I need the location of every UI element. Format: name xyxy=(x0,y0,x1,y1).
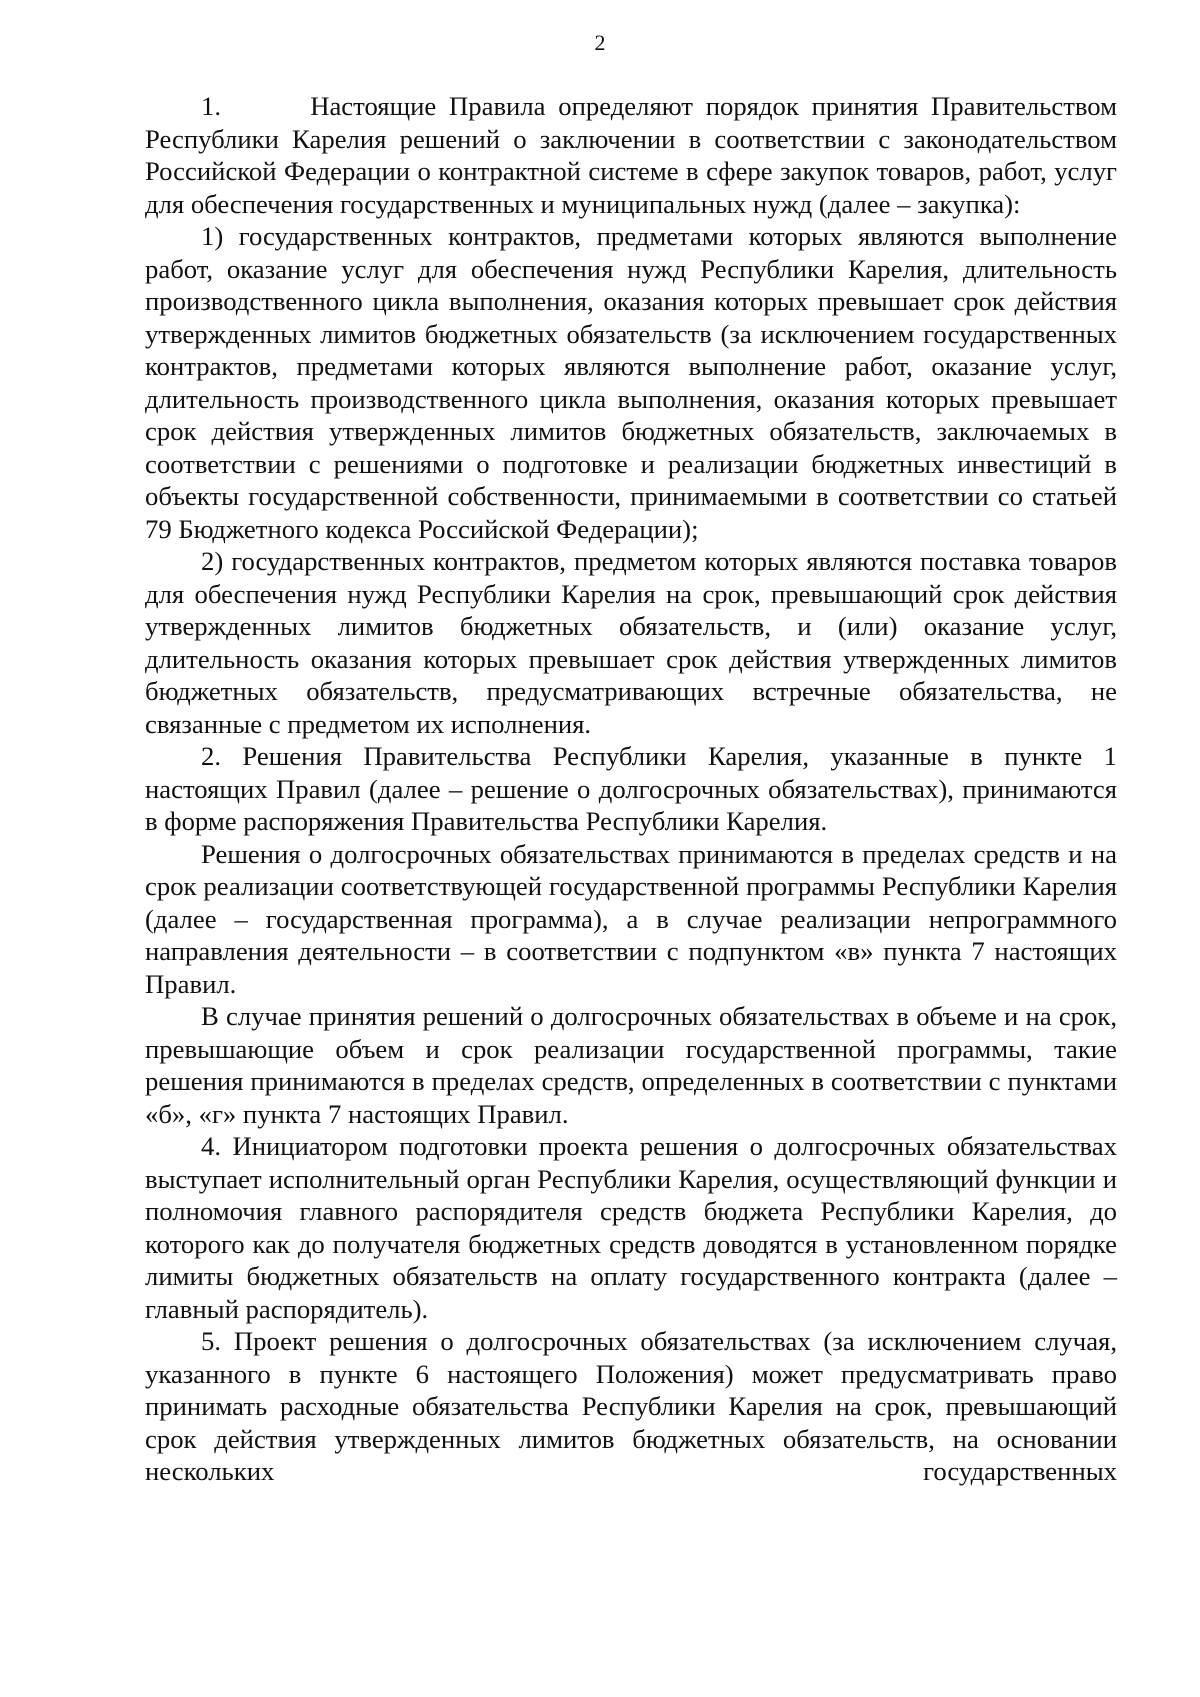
paragraph-1-subitem-1: 1) государственных контрактов, предметами которых являются выполнение работ, оказание услуг для обеспечения нужд Республики Карелия, длительность производственного цикла выполнения, оказания которых превышает срок действия утвержденных лимитов бюджетных обязательств (за исключением государственных контрактов, предметами которых являются выполнение работ, оказание услуг, длительность производственного цикла выполнения, оказания которых превышает срок действия утвержденных лимитов бюджетных обязательств, заключаемых в соответствии с решениями о подготовке и реализации бюджетных инвестиций в объекты государственной собственности, принимаемыми в соответствии со статьей 79 Бюджетного кодекса Российской Федерации); xyxy=(145,221,1117,544)
paragraph-1-subitem-2: 2) государственных контрактов, предметом которых являются поставка товаров для обеспечения нужд Республики Карелия на срок, превышающий срок действия утвержденных лимитов бюджетных обязательств, и (или) оказание услуг, длительность оказания которых превышает срок действия утвержденных лимитов бюджетных обязательств, предусматривающих встречные обязательства, не связанные с предметом их исполнения. xyxy=(145,546,1117,739)
page-number: 2 xyxy=(594,30,606,55)
document-body xyxy=(145,90,1117,1488)
paragraph-1: 1. Настоящие Правила определяют порядок принятия Правительством Республики Карелия решений о заключении в соответствии с законодательством Российской Федерации о контрактной системе в сфере закупок товаров, работ, услуг для обеспечения государственных и муниципальных нужд (далее – закупка): xyxy=(145,91,1117,219)
paragraph-2-continued: Решения о долгосрочных обязательствах принимаются в пределах средств и на срок реализации соответствующей государственной программы Республики Карелия (далее – государственная программа), а в случае реализации непрограммного направления деятельности – в соответствии с подпунктом «в» пункта 7 настоящих Правил. xyxy=(145,838,1117,999)
paragraph-5: 5. Проект решения о долгосрочных обязательствах (за исключением случая, указанного в пункте 6 настоящего Положения) может предусматривать право принимать расходные обязательства Республики Карелия на срок, превышающий срок действия утвержденных лимитов бюджетных обязательств, на основании нескольких государственных xyxy=(145,1326,1117,1486)
paragraph-4: 4. Инициатором подготовки проекта решения о долгосрочных обязательствах выступает исполнительный орган Республики Карелия, осуществляющий функции и полномочия главного распорядителя средств бюджета Республики Карелия, до которого как до получателя бюджетных средств доводятся в установленном порядке лимиты бюджетных обязательств на оплату государственного контракта (далее – главный распорядитель). xyxy=(145,1131,1117,1324)
paragraph-2: 2. Решения Правительства Республики Карелия, указанные в пункте 1 настоящих Правил (далее – решение о долгосрочных обязательствах), принимаются в форме распоряжения Правительства Республики Карелия. xyxy=(145,741,1117,836)
paragraph-3: В случае принятия решений о долгосрочных обязательствах в объеме и на срок, превышающие объем и срок реализации государственной программы, такие решения принимаются в пределах средств, определенных в соответствии с пунктами «б», «г» пункта 7 настоящих Правил. xyxy=(145,1001,1117,1129)
